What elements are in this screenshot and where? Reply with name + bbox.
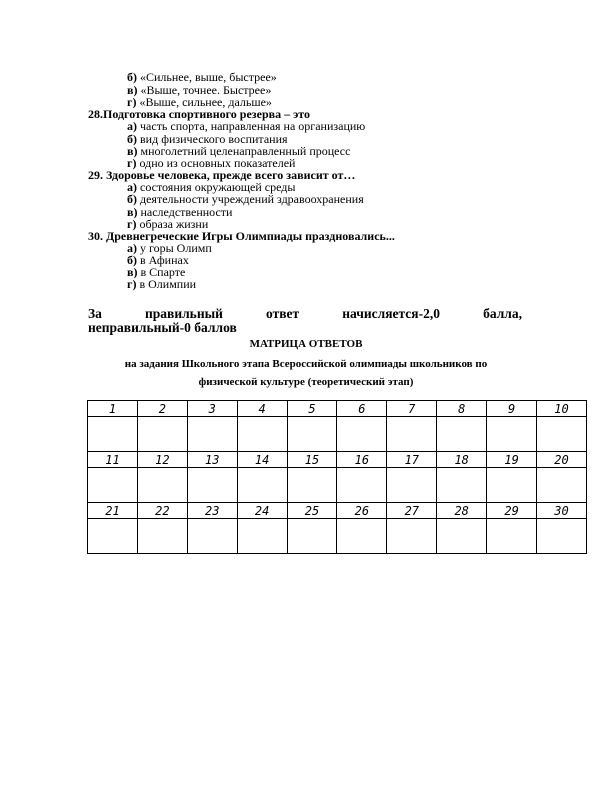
matrix-subtitle-line1: на задания Школьного этапа Всероссийской олимпиады школьников по xyxy=(124,358,488,370)
answer-cell[interactable] xyxy=(487,417,537,452)
answer-cell[interactable] xyxy=(387,417,437,452)
answer-cell[interactable] xyxy=(387,519,437,554)
option-b-q28: б) вид физического воспитания xyxy=(127,132,288,146)
matrix-number-cell: 1 xyxy=(88,401,138,417)
matrix-answer-row xyxy=(88,417,587,452)
option-v-q27: в) «Выше, точнее. Быстрее» xyxy=(127,83,272,97)
matrix-number-cell: 27 xyxy=(387,503,437,519)
option-g-q29: г) образа жизни xyxy=(127,217,209,231)
answer-cell[interactable] xyxy=(137,468,187,503)
matrix-number-cell: 23 xyxy=(187,503,237,519)
answer-cell[interactable] xyxy=(287,519,337,554)
question-29-title: 29. Здоровье человека, прежде всего зависит от… xyxy=(88,168,356,182)
answer-cell[interactable] xyxy=(237,417,287,452)
matrix-subtitle-line2: физической культуре (теоретический этап) xyxy=(198,376,414,388)
option-a-q30: а) у горы Олимп xyxy=(127,241,212,255)
matrix-number-cell: 16 xyxy=(337,452,387,468)
matrix-number-cell: 20 xyxy=(537,452,587,468)
option-a-q28: а) часть спорта, направленная на организацию xyxy=(127,119,366,133)
answer-cell[interactable] xyxy=(88,468,138,503)
answer-cell[interactable] xyxy=(287,417,337,452)
answer-cell[interactable] xyxy=(437,519,487,554)
answer-cell[interactable] xyxy=(437,468,487,503)
matrix-number-cell: 7 xyxy=(387,401,437,417)
scoring-note: За правильный ответ начисляется-2,0 балла, неправильный-0 баллов xyxy=(88,306,522,335)
matrix-number-cell: 14 xyxy=(237,452,287,468)
matrix-answer-row xyxy=(88,468,587,503)
matrix-number-cell: 19 xyxy=(487,452,537,468)
answer-cell[interactable] xyxy=(487,519,537,554)
answer-cell[interactable] xyxy=(437,417,487,452)
matrix-number-cell: 11 xyxy=(88,452,138,468)
matrix-number-cell: 26 xyxy=(337,503,387,519)
answer-cell[interactable] xyxy=(137,519,187,554)
matrix-number-cell: 13 xyxy=(187,452,237,468)
matrix-number-row xyxy=(88,452,587,468)
matrix-number-cell: 9 xyxy=(487,401,537,417)
matrix-title: МАТРИЦА ОТВЕТОВ xyxy=(249,338,363,350)
matrix-number-cell: 8 xyxy=(437,401,487,417)
answer-cell[interactable] xyxy=(287,468,337,503)
matrix-number-row xyxy=(88,401,587,417)
matrix-number-cell: 15 xyxy=(287,452,337,468)
matrix-number-cell: 28 xyxy=(437,503,487,519)
matrix-number-cell: 4 xyxy=(237,401,287,417)
matrix-number-row xyxy=(88,503,587,519)
matrix-number-cell: 18 xyxy=(437,452,487,468)
option-a-q29: а) состояния окружающей среды xyxy=(127,180,296,194)
matrix-number-cell: 6 xyxy=(337,401,387,417)
answer-cell[interactable] xyxy=(337,468,387,503)
answer-cell[interactable] xyxy=(337,519,387,554)
option-v-q29: в) наследственности xyxy=(127,205,233,219)
answer-cell[interactable] xyxy=(187,519,237,554)
answer-cell[interactable] xyxy=(88,519,138,554)
option-g-q30: г) в Олимпии xyxy=(127,277,197,291)
answer-cell[interactable] xyxy=(88,417,138,452)
answer-cell[interactable] xyxy=(537,417,587,452)
answer-cell[interactable] xyxy=(337,417,387,452)
answer-cell[interactable] xyxy=(387,468,437,503)
answer-matrix-table xyxy=(87,400,587,554)
option-b-q27: б) «Сильнее, выше, быстрее» xyxy=(127,70,277,84)
option-b-q30: б) в Афинах xyxy=(127,253,189,267)
answer-cell[interactable] xyxy=(137,417,187,452)
matrix-number-cell: 5 xyxy=(287,401,337,417)
answer-cell[interactable] xyxy=(237,519,287,554)
matrix-number-cell: 10 xyxy=(537,401,587,417)
answer-cell[interactable] xyxy=(187,417,237,452)
matrix-number-cell: 30 xyxy=(537,503,587,519)
matrix-number-cell: 25 xyxy=(287,503,337,519)
option-g-q28: г) одно из основных показателей xyxy=(127,156,296,170)
option-b-q29: б) деятельности учреждений здравоохранения xyxy=(127,192,364,206)
answer-cell[interactable] xyxy=(537,468,587,503)
matrix-number-cell: 2 xyxy=(137,401,187,417)
option-g-q27: г) «Выше, сильнее, дальше» xyxy=(127,95,272,109)
matrix-number-cell: 22 xyxy=(137,503,187,519)
matrix-number-cell: 12 xyxy=(137,452,187,468)
matrix-number-cell: 29 xyxy=(487,503,537,519)
answer-cell[interactable] xyxy=(237,468,287,503)
matrix-number-cell: 17 xyxy=(387,452,437,468)
matrix-number-cell: 21 xyxy=(88,503,138,519)
answer-cell[interactable] xyxy=(187,468,237,503)
answer-cell[interactable] xyxy=(487,468,537,503)
option-v-q28: в) многолетний целенаправленный процесс xyxy=(127,144,351,158)
question-28-title: 28.Подготовка спортивного резерва – это xyxy=(88,107,311,121)
answer-cell[interactable] xyxy=(537,519,587,554)
matrix-number-cell: 24 xyxy=(237,503,287,519)
matrix-number-cell: 3 xyxy=(187,401,237,417)
question-30-title: 30. Древнегреческие Игры Олимпиады праздновались... xyxy=(88,229,395,243)
option-v-q30: в) в Спарте xyxy=(127,265,186,279)
matrix-answer-row xyxy=(88,519,587,554)
